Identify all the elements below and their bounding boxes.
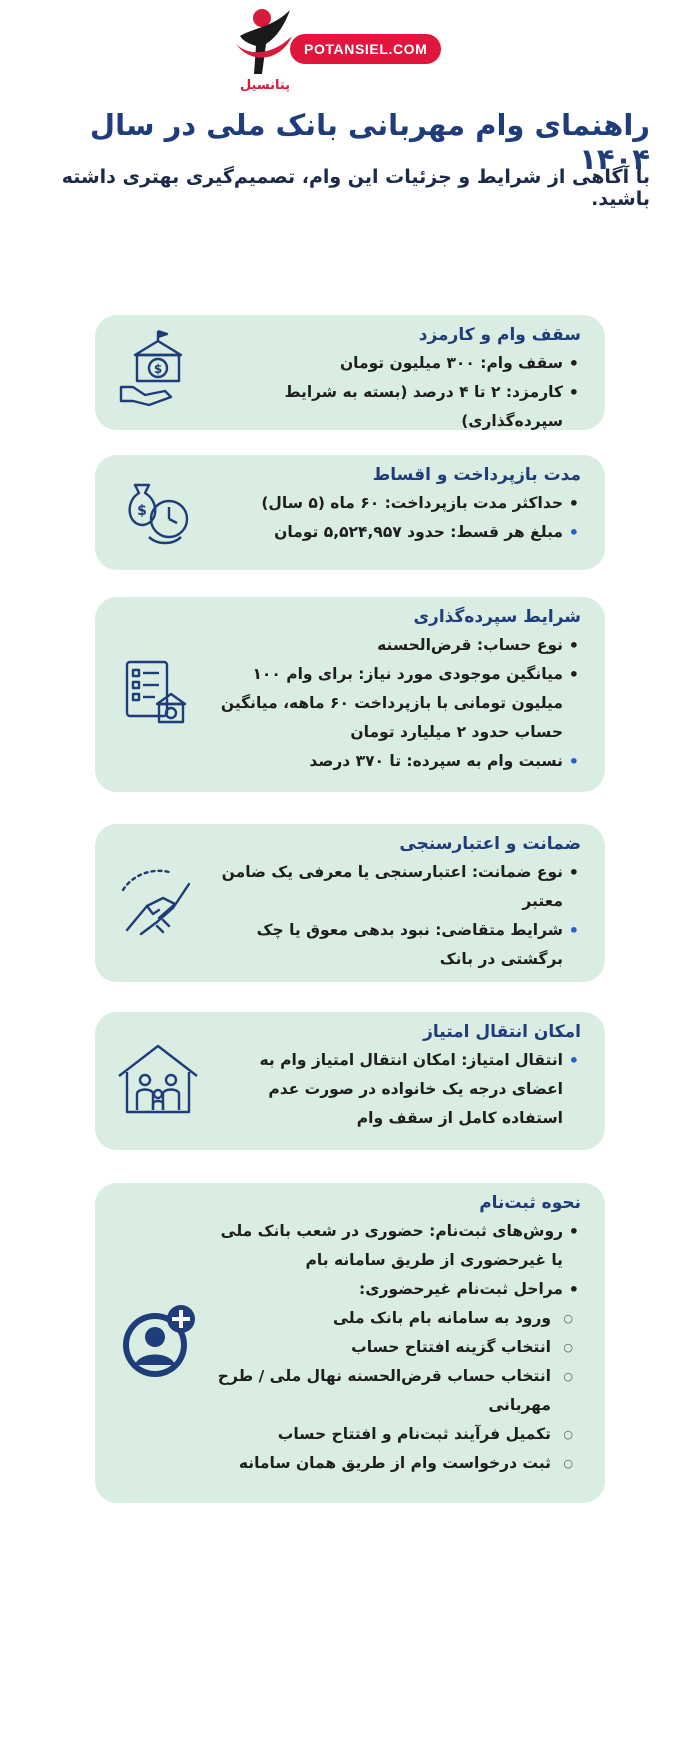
list-item: • نوع حساب: قرض‌الحسنه — [215, 631, 563, 660]
card-loan-ceiling — [95, 315, 605, 430]
step-item: ○ انتخاب گزینه افتتاح حساب — [215, 1333, 551, 1362]
list-item: • نسبت وام به سپرده: تا ۳۷۰ درصد — [215, 747, 563, 776]
svg-text:$: $ — [137, 503, 147, 519]
card-title: امکان انتقال امتیاز — [423, 1022, 581, 1042]
list-item: • کارمزد: ۲ تا ۴ درصد (بسته به شرایط سپرده‌گذاری) — [215, 378, 563, 436]
list-item: • روش‌های ثبت‌نام: حضوری در شعب بانک ملی یا غیرحضوری از طریق سامانه بام — [215, 1217, 563, 1275]
brand-mark-icon — [232, 6, 296, 78]
document-bank-icon — [113, 652, 203, 742]
list-item: • نوع ضمانت: اعتبارسنجی یا معرفی یک ضامن معتبر — [215, 858, 563, 916]
brand-name-fa: پتانسیل — [239, 78, 291, 93]
card-repayment — [95, 455, 605, 570]
list-item: • حداکثر مدت بازپرداخت: ۶۰ ماه (۵ سال) — [215, 489, 563, 518]
add-user-icon — [113, 1295, 203, 1385]
page-title: راهنمای وام مهربانی بانک ملی در سال ۱۴۰۴ — [89, 108, 650, 176]
handshake-icon — [113, 860, 203, 950]
family-house-icon — [113, 1036, 203, 1126]
card-title: شرایط سپرده‌گذاری — [413, 607, 581, 627]
page-subtitle: با آگاهی از شرایط و جزئیات این وام، تصمیم‌گیری بهتری داشته باشید. — [61, 166, 650, 210]
card-title: مدت بازپرداخت و اقساط — [372, 465, 581, 485]
card-guarantee — [95, 824, 605, 982]
list-item: • شرایط متقاضی: نبود بدهی معوق یا چک برگشتی در بانک — [215, 916, 563, 974]
list-item: • میانگین موجودی مورد نیاز: برای وام ۱۰۰ میلیون تومانی با بازپرداخت ۶۰ ماهه، میانگین حساب حدود ۲ میلیارد تومان — [215, 660, 563, 747]
card-title: سقف وام و کارمزد — [418, 325, 581, 345]
step-item: ○ ورود به سامانه بام بانک ملی — [215, 1304, 551, 1333]
step-item: ○ تکمیل فرآیند ثبت‌نام و افتتاح حساب — [215, 1420, 551, 1449]
money-bag-clock-icon — [113, 467, 203, 557]
card-title: ضمانت و اعتبارسنجی — [399, 834, 581, 854]
list-item: • انتقال امتیاز: امکان انتقال امتیاز وام به اعضای درجه یک خانواده در صورت عدم استفاده کامل از سقف وام — [215, 1046, 563, 1133]
step-item: ○ انتخاب حساب قرض‌الحسنه نهال ملی / طرح مهربانی — [215, 1362, 551, 1420]
list-item: • مبلغ هر قسط: حدود ۵,۵۲۴,۹۵۷ تومان — [215, 518, 563, 547]
card-title: نحوه ثبت‌نام — [479, 1193, 581, 1213]
step-item: ○ ثبت درخواست وام از طریق همان سامانه — [215, 1449, 551, 1478]
brand-logo — [230, 6, 460, 96]
svg-text:$: $ — [153, 362, 163, 376]
card-deposit — [95, 597, 605, 792]
list-item: • سقف وام: ۳۰۰ میلیون تومان — [215, 349, 563, 378]
card-transfer — [95, 1012, 605, 1150]
bank-money-hand-icon — [113, 327, 203, 417]
brand-domain-badge[interactable]: POTANSIEL.COM — [290, 34, 441, 64]
card-registration — [95, 1183, 605, 1503]
list-item: • مراحل ثبت‌نام غیرحضوری: — [215, 1275, 563, 1304]
